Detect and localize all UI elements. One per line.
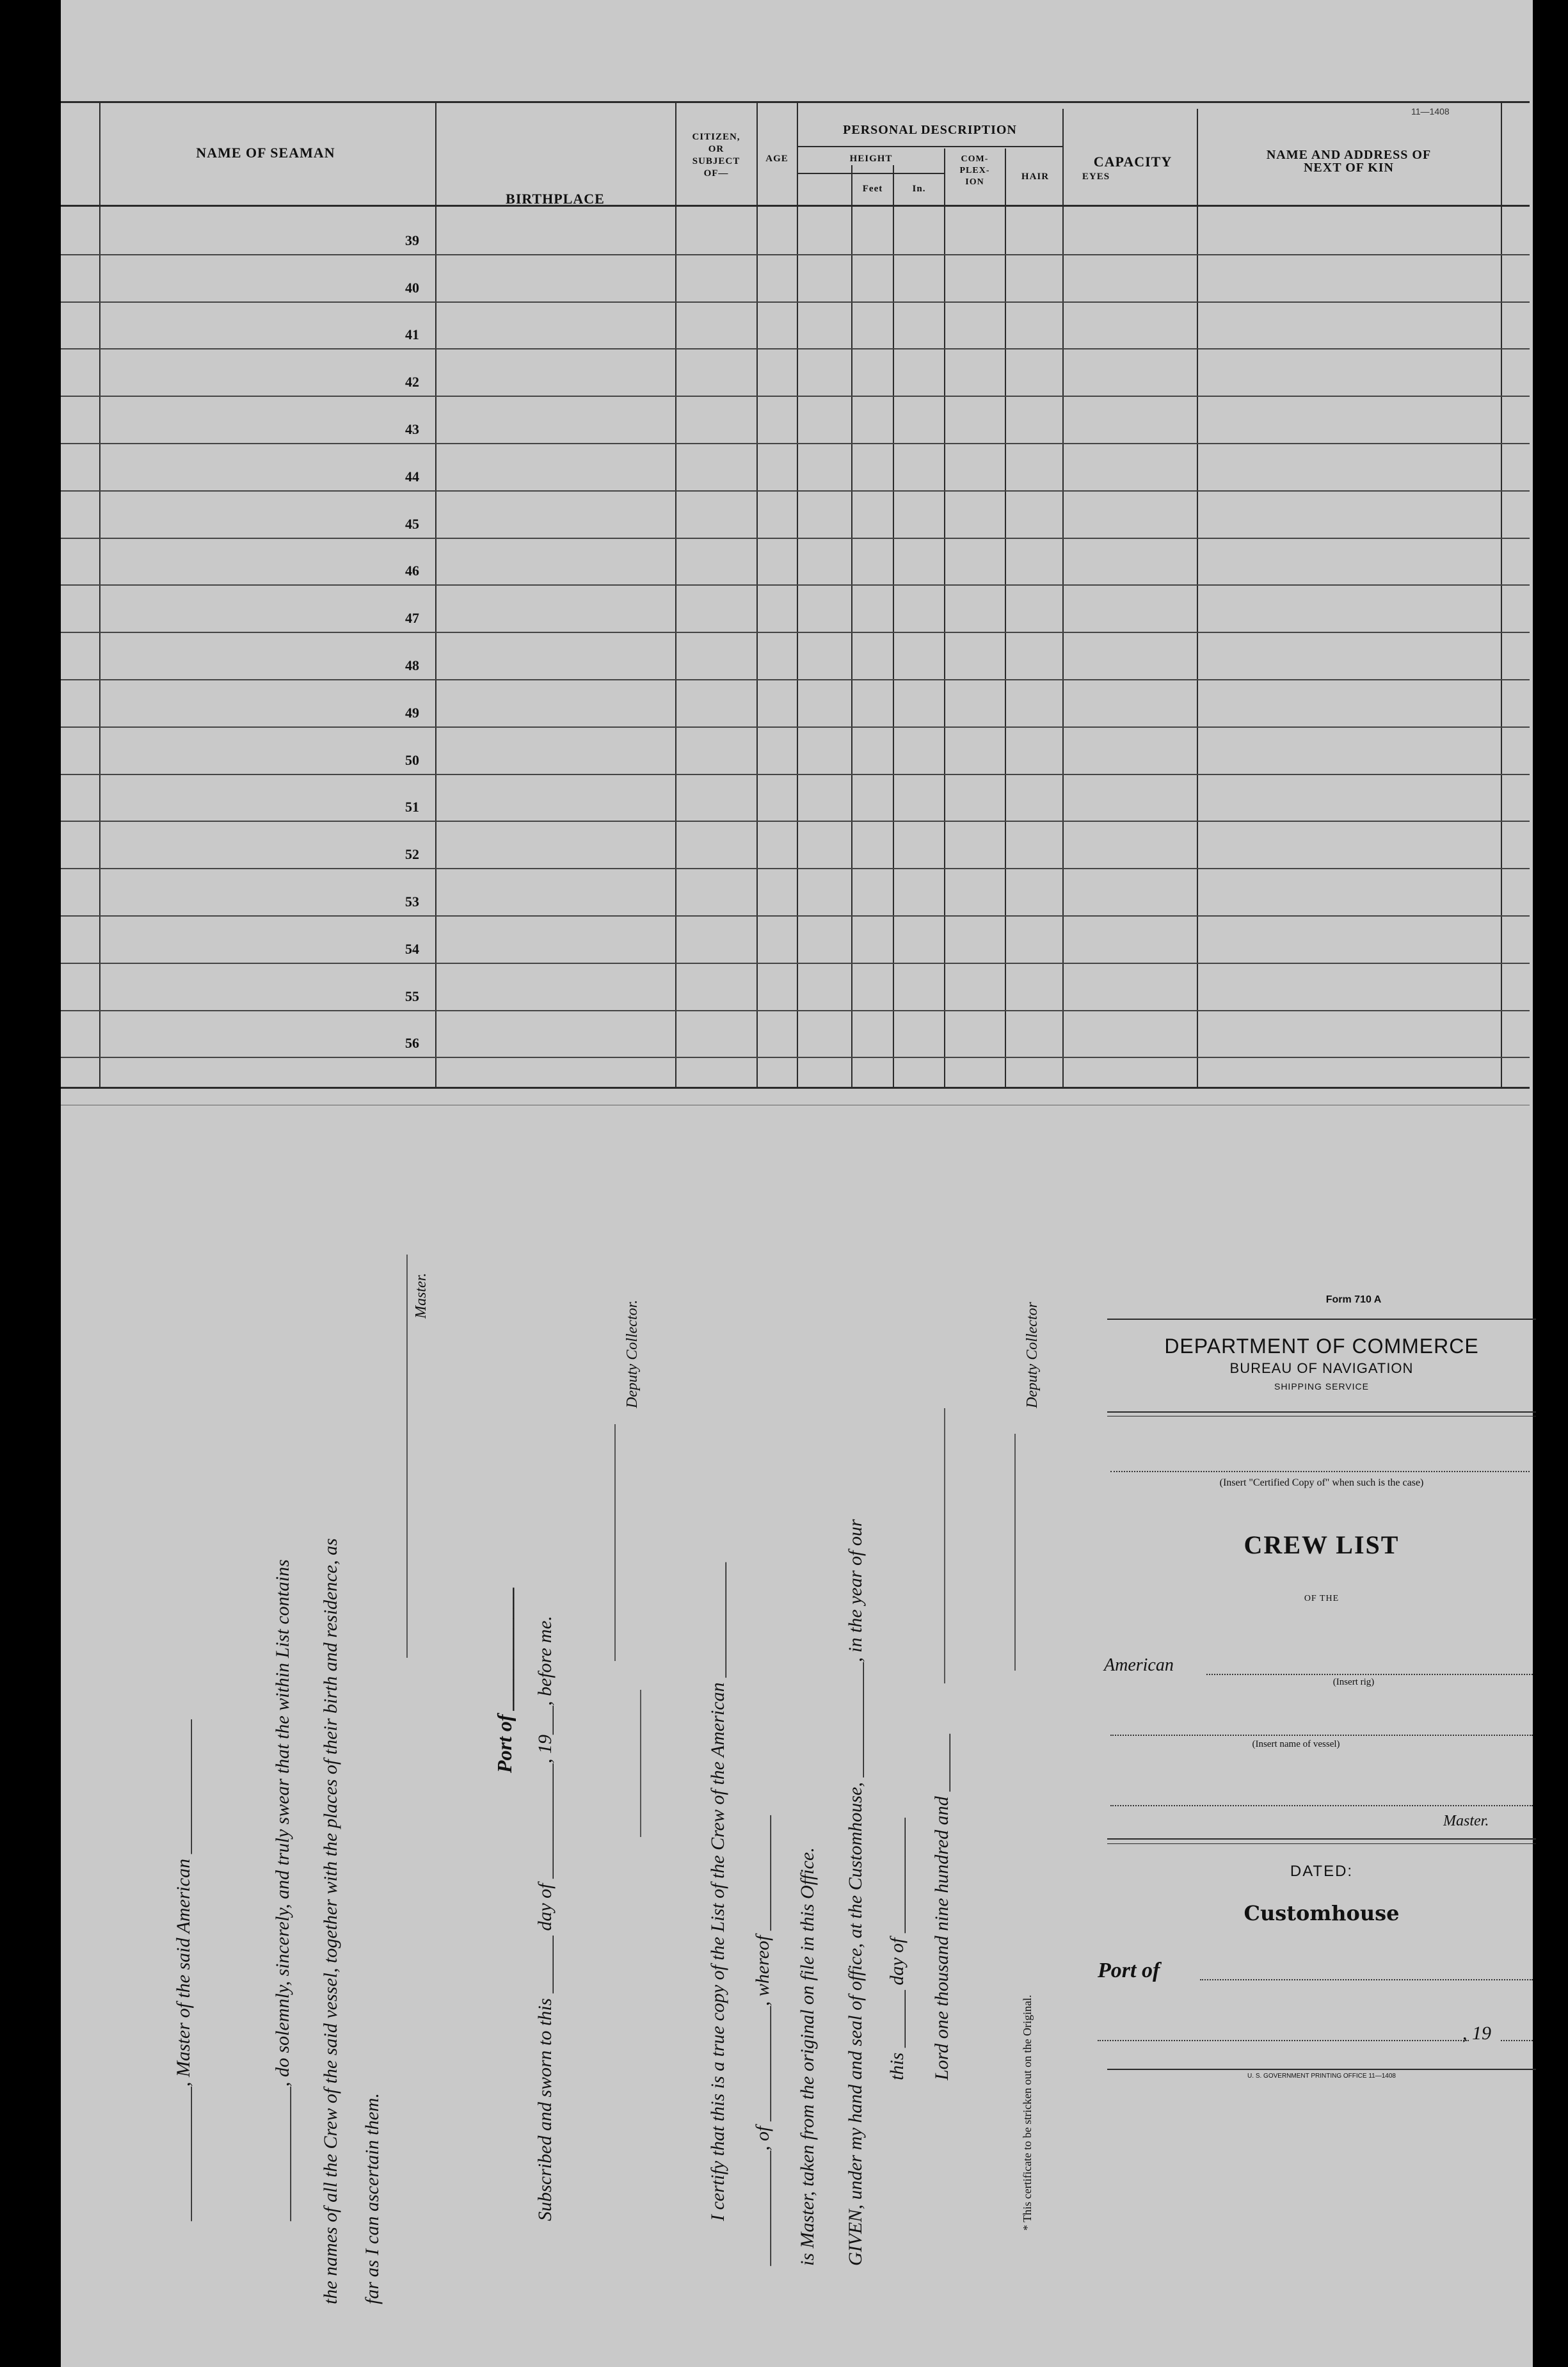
table-row [61,396,1530,444]
certify-line-6: Lord one thousand nine hundred and ______ [931,1733,952,2080]
row-number: 53 [405,893,419,910]
header-inches: In. [912,184,926,194]
port-of-label: Port of ____________ [493,1586,516,1773]
certify-line-1: I certify that this is a true copy of the List of the Crew of the American ____________ [707,1562,728,2221]
form-port-of-label: Port of [1098,1959,1160,1982]
table-row [61,774,1530,822]
insert-certified-note: (Insert "Certified Copy of" when such is the case) [1219,1477,1424,1488]
row-number: 40 [405,279,419,296]
row-number: 43 [405,421,419,437]
customhouse-label: Customhouse [1244,1901,1400,1925]
table-row [61,1010,1530,1059]
deputy-collector-2: Deputy Collector [1024,1302,1041,1408]
row-number: 54 [405,940,419,957]
document-page [61,0,1533,2367]
row-number: 51 [405,799,419,815]
table-row [61,254,1530,303]
row-number: 49 [405,704,419,721]
header-complexion: COM- PLEX- ION [959,154,990,187]
table-row [61,490,1530,539]
certify-line-5: this ______ day of ____________ [886,1818,908,2080]
crew-list-title: CREW LIST [1244,1530,1400,1559]
oath-line-4: far as I can ascertain them. [362,2093,383,2304]
corner-code: 11—1408 [1411,106,1450,116]
american-label: American [1104,1655,1174,1675]
dated-label: DATED: [1290,1863,1354,1880]
row-number: 39 [405,232,419,248]
crew-table [61,0,1533,1088]
row-number: 41 [405,326,419,343]
table-row [61,348,1530,397]
row-number: 48 [405,657,419,673]
row-number: 55 [405,988,419,1004]
table-row [61,868,1530,917]
certify-line-2: ____________, of ____________, whereof ____________ [752,1815,773,2266]
row-number: 46 [405,563,419,579]
table-row [61,632,1530,680]
header-age: AGE [765,154,788,164]
row-number: 56 [405,1035,419,1052]
insert-rig-note: (Insert rig) [1332,1677,1375,1687]
header-citizen: CITIZEN, OR SUBJECT OF— [692,132,740,179]
row-number: 52 [405,846,419,863]
form-master-label: Master. [1443,1813,1489,1829]
oath-line-1: ______________, Master of the said American ______________ [173,1719,194,2221]
table-row [61,963,1530,1011]
header-height: HEIGHT [849,154,893,164]
header-birthplace: BIRTHPLACE [506,191,605,207]
table-row [61,915,1530,964]
table-row [61,443,1530,492]
header-feet: Feet [862,184,883,194]
table-rows [61,207,1530,1084]
table-row [61,207,1530,255]
header-eyes: EYES [1082,172,1110,182]
row-number: 44 [405,468,419,485]
header-hair: HAIR [1021,172,1050,182]
header-capacity: CAPACITY [1093,154,1172,170]
subscribed-line: Subscribed and sworn to this ______ day of ____________, 19___, before me. [534,1616,556,2221]
table-row [61,726,1530,775]
certify-line-3: is Master, taken from the original on file in this Office. [797,1847,818,2266]
master-signature-label: Master. [413,1272,429,1319]
oath-line-2: ______________, do solemnly, sincerely, and truly swear that the within List contains [272,1559,293,2221]
row-number: 47 [405,610,419,627]
header-next-of-kin: NAME AND ADDRESS OF NEXT OF KIN [1266,148,1432,175]
of-the-label: OF THE [1304,1594,1340,1603]
insert-vessel-name-note: (Insert name of vessel) [1252,1739,1340,1749]
deputy-collector-1: Deputy Collector. [624,1299,641,1408]
row-number: 50 [405,751,419,768]
form-year-label: , 19 [1462,2023,1491,2044]
row-number: 45 [405,515,419,532]
table-row [61,679,1530,728]
table-row [61,538,1530,586]
certificate-footnote: * This certificate to be stricken out on the Original. [1021,1994,1034,2231]
printer-note: U. S. GOVERNMENT PRINTING OFFICE 11—1408 [1247,2073,1396,2080]
form-number: Form 710 A [1325,1294,1382,1305]
service-title: SHIPPING SERVICE [1274,1381,1369,1392]
row-number: 42 [405,374,419,390]
department-title: DEPARTMENT OF COMMERCE [1164,1335,1479,1358]
table-row [61,821,1530,869]
header-name: NAME OF SEAMAN [196,145,335,161]
table-row [61,301,1530,350]
bureau-title: BUREAU OF NAVIGATION [1229,1360,1414,1376]
oath-line-3: the names of all the Crew of the said vessel, together with the places of their birth and residence, as [320,1538,341,2304]
header-personal-description: PERSONAL DESCRIPTION [843,123,1017,137]
table-row [61,584,1530,633]
certify-line-4: GIVEN, under my hand and seal of office, at the Customhouse, ____________, in the year of our [845,1519,866,2266]
